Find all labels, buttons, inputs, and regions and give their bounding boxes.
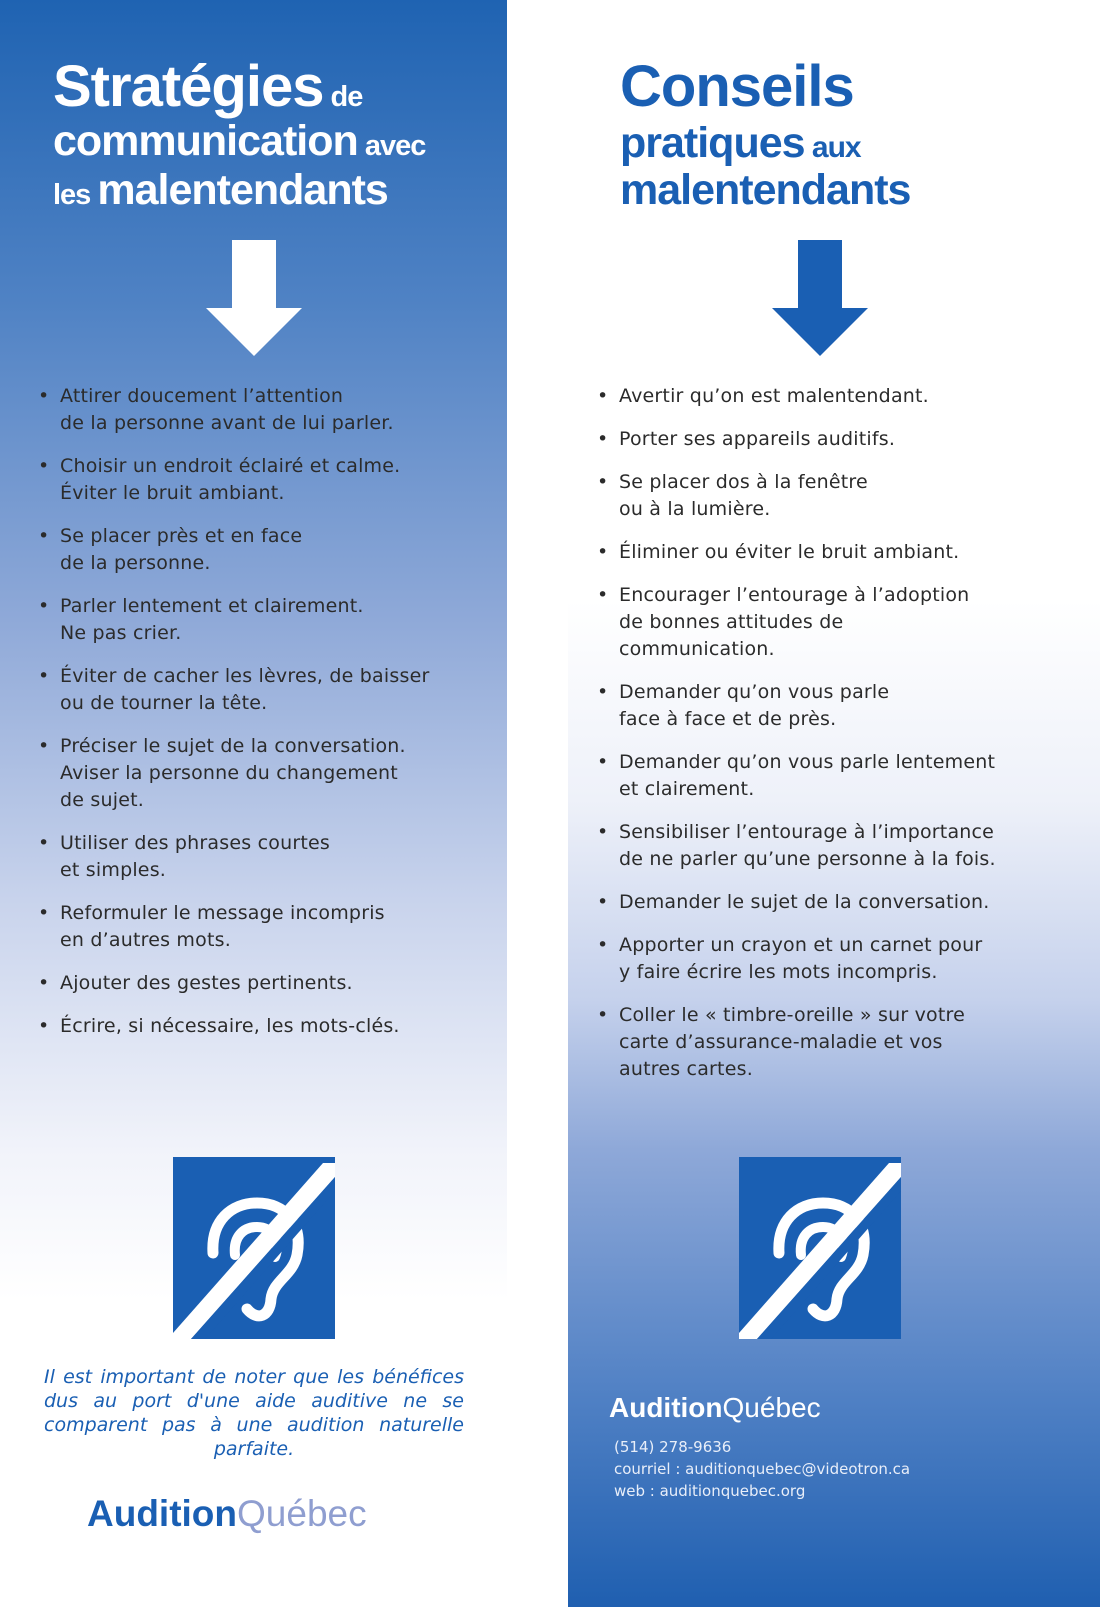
bullet-icon: •	[38, 595, 50, 617]
bullet-icon: •	[38, 832, 50, 854]
list-item	[597, 679, 1047, 733]
bullet-icon: •	[38, 1015, 50, 1037]
list-item-text: Éviter de cacher les lèvres, de baisser ou de tourner la tête.	[60, 665, 430, 714]
right-title-word: Conseils	[620, 54, 854, 119]
bullet-icon: •	[38, 665, 50, 687]
left-title-word: avec	[357, 130, 426, 162]
list-item-text: Porter ses appareils auditifs.	[619, 428, 896, 450]
list-item	[597, 582, 1047, 663]
hearing-loss-sign-icon	[173, 1157, 335, 1339]
list-item	[597, 889, 1047, 916]
list-item	[597, 1002, 1047, 1083]
list-item-text: Ajouter des gestes pertinents.	[60, 972, 353, 994]
bullet-icon: •	[38, 902, 50, 924]
arrow-down-icon	[206, 240, 302, 360]
bullet-icon: •	[597, 821, 609, 843]
list-item-text: Avertir qu’on est malentendant.	[619, 385, 929, 407]
list-item-text: Utiliser des phrases courtes et simples.	[60, 832, 330, 881]
brand-word: Audition	[87, 1493, 238, 1534]
list-item	[38, 453, 488, 507]
left-title-word: communication	[53, 117, 358, 165]
hearing-loss-sign-icon	[739, 1157, 901, 1339]
bullet-icon: •	[38, 455, 50, 477]
brand-word: Québec	[237, 1493, 367, 1534]
list-item-text: Parler lentement et clairement. Ne pas crier.	[60, 595, 364, 644]
bullet-icon: •	[597, 541, 609, 563]
list-item	[38, 593, 488, 647]
left-strategy-list	[38, 383, 488, 1056]
audition-quebec-logo	[87, 1493, 367, 1535]
list-item	[38, 523, 488, 577]
contact-web: web : auditionquebec.org	[614, 1482, 806, 1500]
list-item	[38, 830, 488, 884]
bullet-icon: •	[597, 934, 609, 956]
bullet-icon: •	[597, 681, 609, 703]
right-title-word: malentendants	[620, 166, 911, 214]
list-item-text: Coller le « timbre-oreille » sur votre carte d’assurance-maladie et vos autres cartes.	[619, 1004, 965, 1080]
list-item-text: Écrire, si nécessaire, les mots-clés.	[60, 1015, 400, 1037]
list-item	[597, 426, 1047, 453]
contact-info	[614, 1436, 910, 1502]
list-item-text: Demander qu’on vous parle face à face et de près.	[619, 681, 890, 730]
bullet-icon: •	[597, 471, 609, 493]
list-item	[597, 469, 1047, 523]
right-title	[620, 54, 911, 214]
bullet-icon: •	[597, 385, 609, 407]
left-title-word: Stratégies	[53, 54, 324, 119]
list-item-text: Choisir un endroit éclairé et calme. Éviter le bruit ambiant.	[60, 455, 401, 504]
list-item-text: Demander qu’on vous parle lentement et clairement.	[619, 751, 996, 800]
bullet-icon: •	[597, 584, 609, 606]
list-item	[597, 749, 1047, 803]
list-item	[597, 932, 1047, 986]
left-title-word: de	[323, 81, 363, 113]
bullet-icon: •	[597, 751, 609, 773]
list-item-text: Éliminer ou éviter le bruit ambiant.	[619, 541, 960, 563]
brand-word: Québec	[722, 1392, 821, 1423]
list-item	[38, 733, 488, 814]
bullet-icon: •	[597, 428, 609, 450]
left-title-word: malentendants	[97, 166, 388, 214]
audition-quebec-logo	[609, 1392, 821, 1424]
right-title-word: pratiques	[620, 119, 805, 167]
list-item-text: Sensibiliser l’entourage à l’importance de ne parler qu’une personne à la fois.	[619, 821, 996, 870]
bullet-icon: •	[597, 891, 609, 913]
brand-word: Audition	[609, 1392, 723, 1423]
list-item	[38, 970, 488, 997]
list-item-text: Attirer doucement l’attention de la personne avant de lui parler.	[60, 385, 394, 434]
right-tips-list	[597, 383, 1047, 1099]
left-title-word: les	[53, 179, 98, 211]
list-item	[597, 539, 1047, 566]
list-item-text: Reformuler le message incompris en d’autres mots.	[60, 902, 385, 951]
bullet-icon: •	[38, 972, 50, 994]
contact-email: courriel : auditionquebec@videotron.ca	[614, 1460, 911, 1478]
arrow-down-icon	[772, 240, 868, 360]
list-item-text: Se placer près et en face de la personne.	[60, 525, 303, 574]
bullet-icon: •	[38, 735, 50, 757]
list-item	[38, 383, 488, 437]
list-item-text: Se placer dos à la fenêtre ou à la lumière.	[619, 471, 868, 520]
disclaimer-note: Il est important de noter que les bénéfices dus au port d'une aide auditive ne se comparent pas à une audition naturelle parfaite.	[44, 1366, 464, 1460]
bullet-icon: •	[597, 1004, 609, 1026]
bullet-icon: •	[38, 385, 50, 407]
list-item	[597, 383, 1047, 410]
list-item-text: Encourager l’entourage à l’adoption de bonnes attitudes de communication.	[619, 584, 970, 660]
list-item	[38, 900, 488, 954]
list-item	[597, 819, 1047, 873]
bullet-icon: •	[38, 525, 50, 547]
left-title	[53, 54, 426, 214]
list-item	[38, 663, 488, 717]
right-title-word: aux	[804, 131, 861, 164]
list-item-text: Préciser le sujet de la conversation. Aviser la personne du changement de sujet.	[60, 735, 406, 811]
list-item-text: Apporter un crayon et un carnet pour y faire écrire les mots incompris.	[619, 934, 983, 983]
contact-phone: (514) 278-9636	[614, 1438, 732, 1456]
list-item	[38, 1013, 488, 1040]
list-item-text: Demander le sujet de la conversation.	[619, 891, 990, 913]
